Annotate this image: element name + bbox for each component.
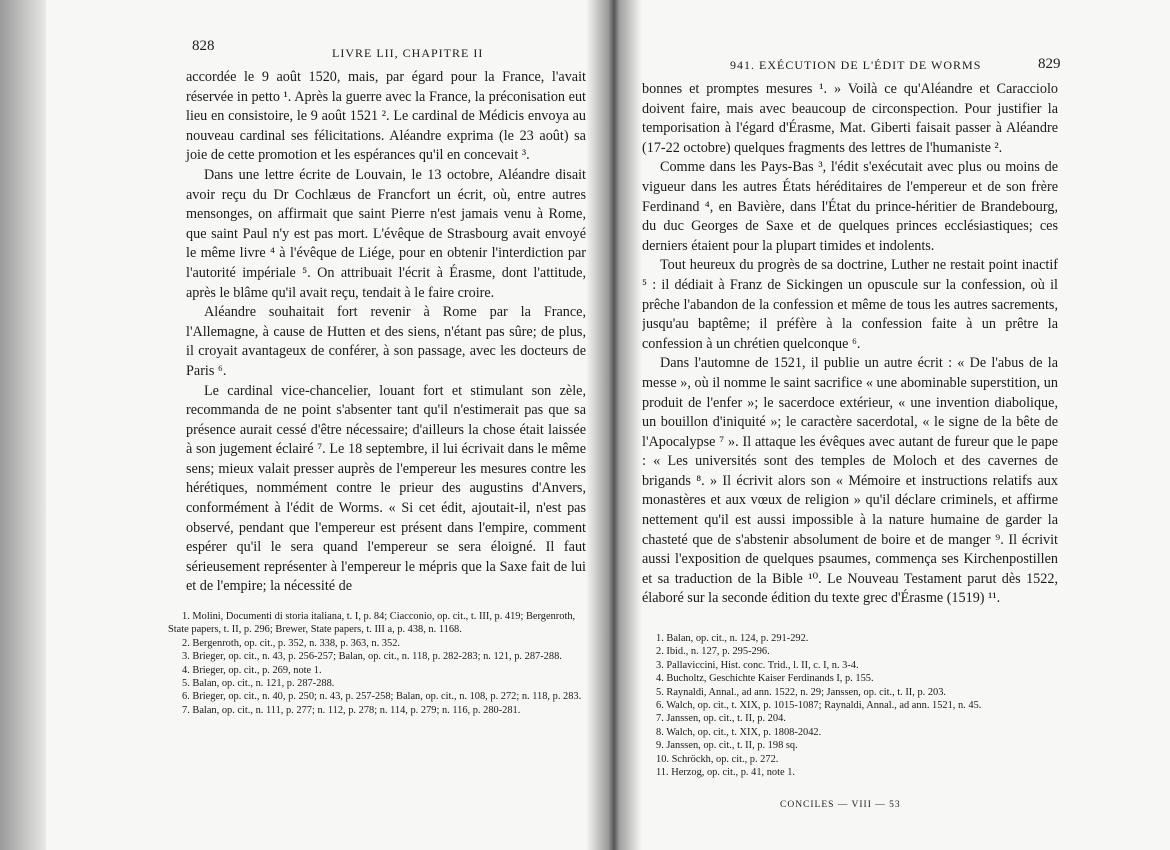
paragraph: Tout heureux du progrès de sa doctrine, Luther ne restait point inactif ⁵ : il dédiait à Franz de Sickingen un opuscule sur la confession, où il prêche l'abandon de la confession et même de tous les autres sacrements, jusqu'au baptême; il préfère à la confession faite à un prêtre la confession à un chrétien quelconque ⁶. [642,257,1058,352]
paragraph: Aléandre souhaitait fort revenir à Rome par la France, l'Allemagne, à cause de Hutten et des siens, n'étant pas sûre; de plus, il croyait avantageux de conférer, à son passage, avec les docteurs de Paris ⁶. [186,304,586,379]
paragraph: Dans une lettre écrite de Louvain, le 13 octobre, Aléandre disait avoir reçu du Dr Cochlæus de Francfort un écrit, où, entre autres mensonges, on affirmait que saint Pierre n'est jamais venu à Rome, que saint Paul n'y est pas mort. L'évêque de Strasbourg avait envoyé le même livre ⁴ à l'évêque de Liége, pour en obtenir l'interdiction par l'autorité impériale ⁵. On attribuait l'écrit à Érasme, dont l'attitude, après le blâme qu'il avait reçu, tendait à le faire croire. [186,166,586,301]
footnote: 6. Brieger, op. cit., n. 40, p. 250; n. 43, p. 257-258; Balan, op. cit., n. 108, p. 272; n. 118, p. 283. [182,691,582,703]
footnote: 1. Balan, op. cit., n. 124, p. 291-292. [656,633,809,644]
footnote: 11. Herzog, op. cit., p. 41, note 1. [656,767,795,779]
left-page-number: 828 [192,38,215,54]
book-gutter [586,0,642,850]
footnote: 5. Balan, op. cit., n. 121, p. 287-288. [182,678,335,690]
paragraph: bonnes et promptes mesures ¹. » Voilà ce qu'Aléandre et Caracciolo doivent faire, mais avec beaucoup de circonspection. Pour justifier la temporisation à l'égard d'Érasme, Mat. Giberti faisait passer à Aléandre (17-22 octobre) quelques fragments des lettres de l'humaniste ². [642,81,1058,156]
footnote: 3. Pallaviccini, Hist. conc. Trid., l. II, c. I, n. 3-4. [656,659,859,671]
paragraph: Comme dans les Pays-Bas ³, l'édit s'exécutait avec plus ou moins de vigueur dans les autres États héréditaires de l'empereur et de son frère Ferdinand ⁴, en Bavière, dans l'État du prince-héritier de Brandebourg, du duc Georges de Saxe et de quelques princes ecclésiastiques; ces derniers étaient pour la plupart timides et indolents. [642,159,1058,254]
footnote: 10. Schröckh, op. cit., p. 272. [656,753,779,765]
footnote: 7. Janssen, op. cit., t. II, p. 204. [656,713,786,725]
page-edge-shadow [0,0,46,850]
page-footer: CONCILES — VIII — 53 [780,800,901,810]
right-page [612,0,1170,850]
footnote: 6. Walch, op. cit., t. XIX, p. 1015-1087; Raynaldi, Annal., ad ann. 1521, n. 45. [656,700,982,712]
left-running-head: LIVRE LII, CHAPITRE II [332,46,484,60]
right-footnotes [642,632,1058,779]
footnote: 2. Ibid., n. 127, p. 295-296. [656,646,770,658]
left-body-text [186,68,586,597]
footnote: 1. Molini, Documenti di storia italiana, t. I, p. 84; Ciacconio, op. cit., t. III, p. 419; Bergenroth, State papers, t. II, p. 296; Brewer, State papers, t. III a, p. 438, n. 1168. [168,611,576,636]
footnote: 7. Balan, op. cit., n. 111, p. 277; n. 112, p. 278; n. 114, p. 279; n. 116, p. 280-281. [182,704,521,716]
footnote: 4. Brieger, op. cit., p. 269, note 1. [182,664,322,676]
right-running-head: 941. EXÉCUTION DE L'ÉDIT DE WORMS [730,58,982,72]
footnote: 4. Bucholtz, Geschichte Kaiser Ferdinands I, p. 155. [656,673,874,685]
paragraph: Le cardinal vice-chancelier, louant fort et stimulant son zèle, recommanda de ne point s'absenter tant qu'il n'estimerait pas que sa présence aurait cessé d'être nécessaire; d'ailleurs la chose était laissée à son jugement éclairé ⁷. Le 18 septembre, il lui écrivait dans le même sens; mieux valait presser auprès de l'empereur les mesures contre les hérétiques, nommément contre le prieur des augustins d'Anvers, conformément à l'édit de Worms. « Si cet édit, ajoutait-il, n'est pas observé, pendant que l'empereur est présent dans l'empire, comment espérer qu'il le sera quand l'empereur se sera éloigné. Il faut sérieusement représenter à l'empereur le mépris que la Saxe fait de lui et de l'empire; la nécessité de [186,382,586,595]
footnote: 3. Brieger, op. cit., n. 43, p. 256-257; Balan, op. cit., n. 118, p. 282-283; n. 121, p. 287-288. [182,651,562,663]
paragraph: Dans l'automne de 1521, il publie un autre écrit : « De l'abus de la messe », où il nomme le saint sacrifice « une abominable superstition, un produit de l'enfer »; le sacerdoce extérieur, « une invention diabolique, un bouillon d'iniquité »; le caractère sacerdotal, « le signe de la bête de l'Apocalypse ⁷ ». Il attaque les évêques avec autant de fureur que le pape : « Les universités sont des temples de Moloch et des cavernes de brigands ⁸. » Il écrivit alors son « Mémoire et instructions relatifs aux monastères et aux vœux de religion » qu'il déclare criminels, et affirme nettement qu'il est aussi impossible à la nature humaine de garder la chasteté que de s'abstenir absolument de boire et de manger ⁹. Il écrivit aussi l'exposition de quelques psaumes, commença ses Kirchenpostillen et sa traduction de la Bible ¹⁰. Le Nouveau Testament parut dès 1522, élaboré sur la seconde édition du texte grec d'Érasme (1519) ¹¹. [642,355,1058,607]
footnote: 5. Raynaldi, Annal., ad ann. 1522, n. 29; Janssen, op. cit., t. II, p. 203. [656,686,947,698]
footnote: 2. Bergenroth, op. cit., p. 352, n. 338, p. 363, n. 352. [182,637,400,649]
right-body-text [642,80,1058,609]
right-page-number: 829 [1038,56,1061,72]
footnote: 9. Janssen, op. cit., t. II, p. 198 sq. [656,740,798,752]
footnote: 8. Walch, op. cit., t. XIX, p. 1808-2042. [656,726,822,738]
left-footnotes [168,610,588,717]
paragraph: accordée le 9 août 1520, mais, par égard pour la France, l'avait réservée in petto ¹. Après la guerre avec la France, la préconisation eut lieu en consistoire, le 9 août 1521 ². Le cardinal de Médicis envoya au nouveau cardinal ses félicitations. Aléandre exprima (le 23 août) sa joie de cette promotion et les espérances qu'il en concevait ³. [186,69,586,164]
